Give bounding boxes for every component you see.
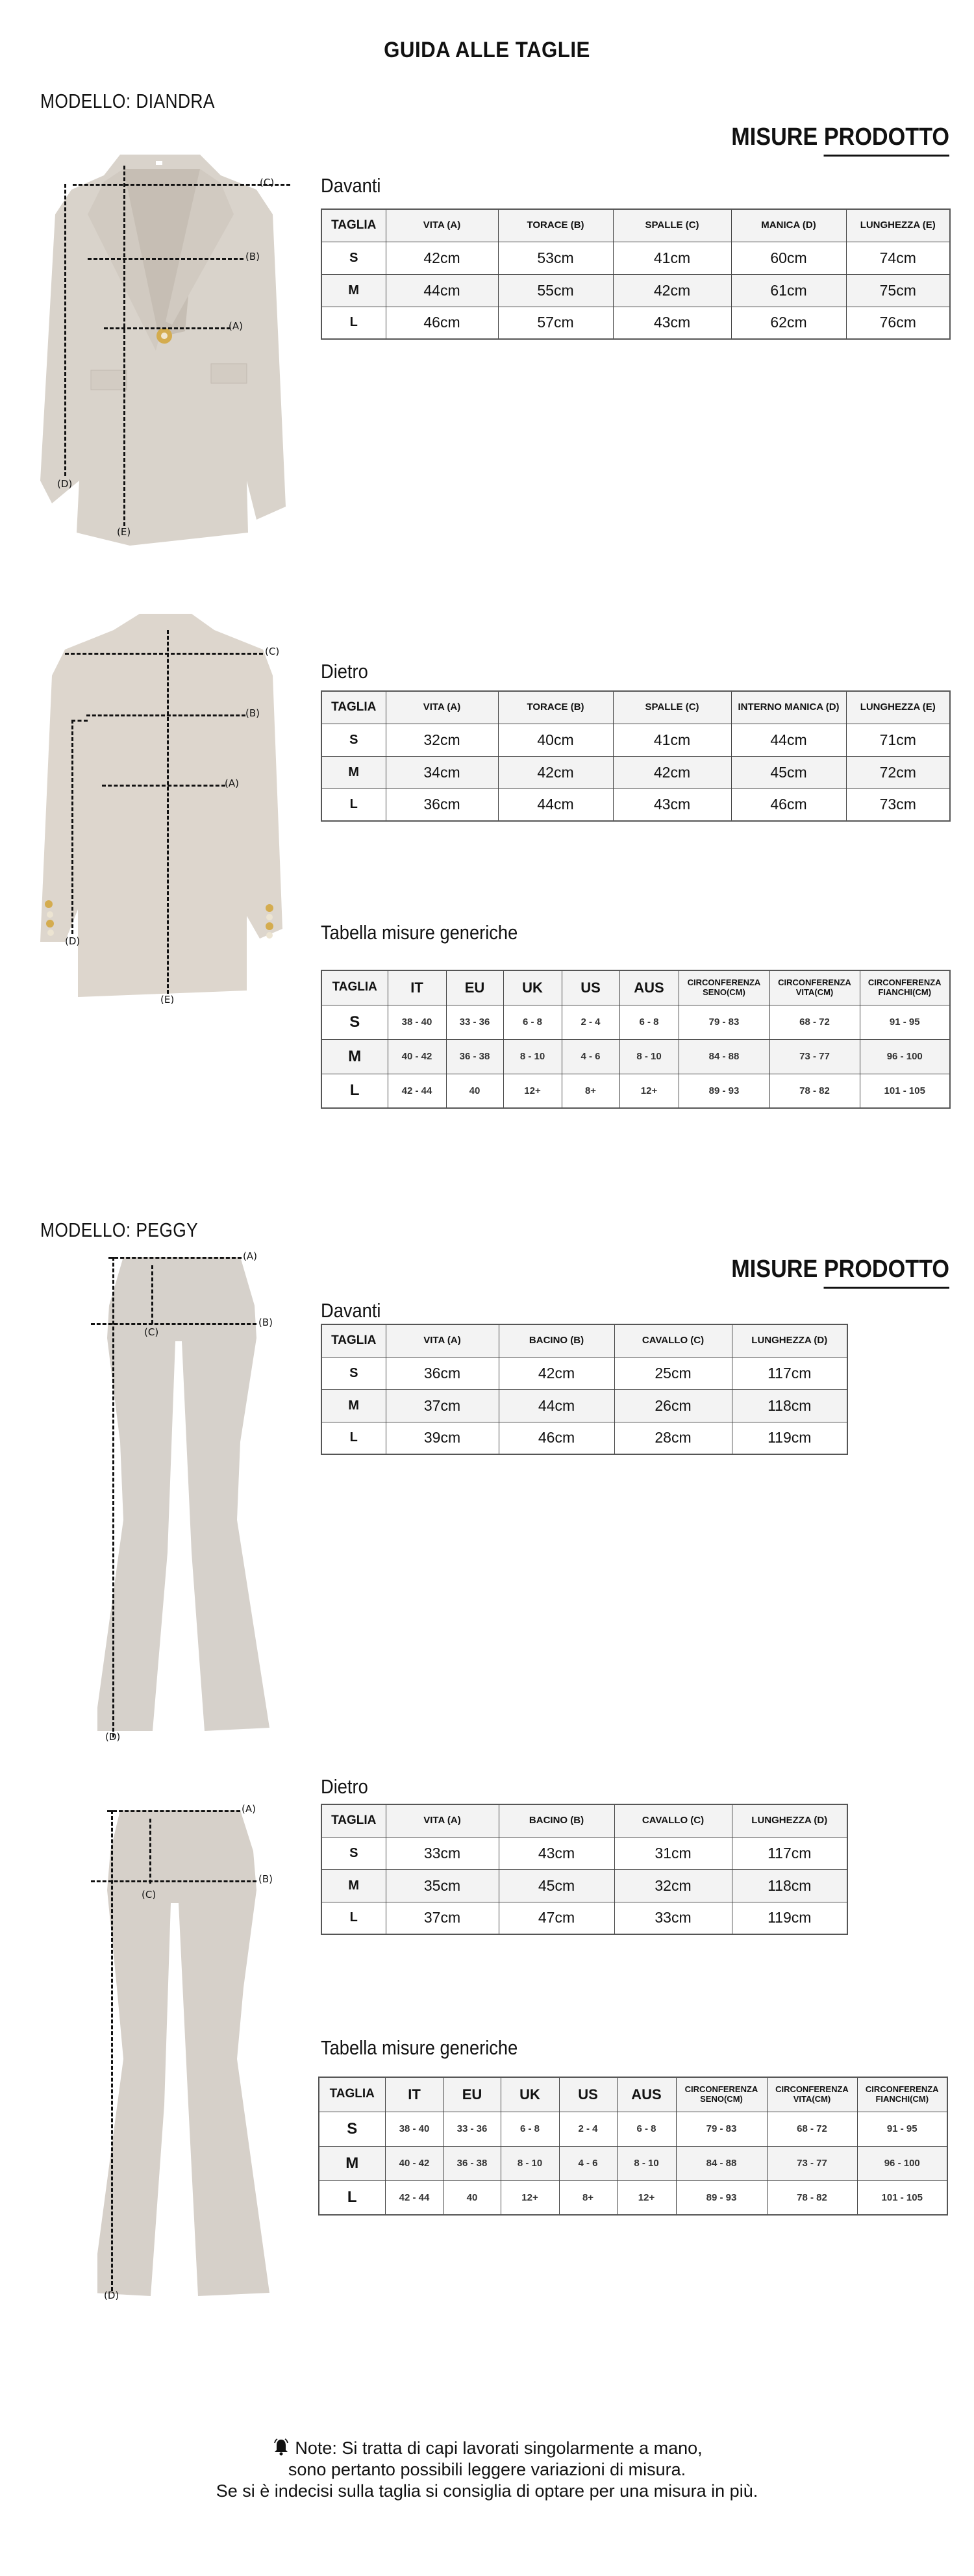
table-cell: 36 - 38 bbox=[443, 2146, 501, 2180]
heading-part2: PRODOTTO bbox=[824, 123, 949, 157]
header-cell: TAGLIA bbox=[321, 970, 388, 1005]
table-cell: 40 bbox=[446, 1074, 503, 1108]
header-cell: VITA (A) bbox=[386, 1324, 499, 1357]
table-row bbox=[321, 1837, 847, 1869]
table-cell: 44cm bbox=[499, 1389, 614, 1422]
table-cell: 76cm bbox=[846, 307, 950, 339]
back-measurements-table bbox=[321, 1804, 848, 1935]
table-cell: 32cm bbox=[386, 724, 498, 756]
header-cell: SPALLE (C) bbox=[613, 691, 731, 724]
table-cell: 91 - 95 bbox=[860, 1005, 950, 1039]
label-a: (A) bbox=[242, 1803, 256, 1815]
table-cell: 6 - 8 bbox=[617, 2112, 676, 2146]
table-cell: 8 - 10 bbox=[617, 2146, 676, 2180]
pants-back-image bbox=[97, 1799, 292, 2299]
table-cell: 38 - 40 bbox=[385, 2112, 443, 2146]
front-title: Davanti bbox=[321, 1299, 381, 1322]
table-cell: 84 - 88 bbox=[679, 1039, 769, 1074]
table-cell: 34cm bbox=[386, 756, 498, 789]
table-row bbox=[319, 2112, 947, 2146]
header-cell: UK bbox=[503, 970, 562, 1005]
table-cell: 53cm bbox=[498, 242, 613, 274]
table-cell: 33cm bbox=[386, 1837, 499, 1869]
table-cell: 45cm bbox=[731, 756, 846, 789]
table-cell: 8 - 10 bbox=[501, 2146, 559, 2180]
header-cell: LUNGHEZZA (E) bbox=[846, 209, 950, 242]
table-cell: 91 - 95 bbox=[857, 2112, 947, 2146]
table-cell: 2 - 4 bbox=[559, 2112, 617, 2146]
table-cell: 42 - 44 bbox=[388, 1074, 446, 1108]
table-row bbox=[321, 242, 950, 274]
table-cell: 40cm bbox=[498, 724, 613, 756]
back-title: Dietro bbox=[321, 660, 368, 683]
size-cell: M bbox=[319, 2146, 385, 2180]
table-cell: 118cm bbox=[732, 1869, 847, 1902]
size-cell: L bbox=[319, 2180, 385, 2215]
label-d: (D) bbox=[104, 2290, 119, 2301]
header-cell: CAVALLO (C) bbox=[614, 1324, 732, 1357]
table-cell: 75cm bbox=[846, 274, 950, 307]
table-cell: 73 - 77 bbox=[767, 2146, 857, 2180]
label-a: (A) bbox=[225, 777, 239, 789]
table-cell: 39cm bbox=[386, 1422, 499, 1454]
table-row bbox=[321, 756, 950, 789]
table-row bbox=[321, 1357, 847, 1389]
table-cell: 73 - 77 bbox=[769, 1039, 860, 1074]
table-cell: 42cm bbox=[499, 1357, 614, 1389]
table-cell: 42cm bbox=[498, 756, 613, 789]
table-row bbox=[321, 1422, 847, 1454]
label-c: (C) bbox=[142, 1889, 156, 1900]
table-cell: 79 - 83 bbox=[676, 2112, 767, 2146]
table-cell: 62cm bbox=[731, 307, 846, 339]
table-cell: 12+ bbox=[617, 2180, 676, 2215]
jacket-back-image bbox=[26, 604, 312, 1007]
header-cell: TAGLIA bbox=[319, 2077, 385, 2112]
table-cell: 38 - 40 bbox=[388, 1005, 446, 1039]
table-header-row bbox=[321, 1324, 847, 1357]
note-line-3: Se si è indecisi sulla taglia si consiglia di optare per una misura in più. bbox=[216, 2481, 758, 2501]
table-cell: 12+ bbox=[619, 1074, 679, 1108]
header-cell: CIRCONFERENZA FIANCHI(CM) bbox=[857, 2077, 947, 2112]
header-cell: LUNGHEZZA (D) bbox=[732, 1324, 847, 1357]
size-cell: M bbox=[321, 756, 386, 789]
header-cell: VITA (A) bbox=[386, 1804, 499, 1837]
table-cell: 12+ bbox=[503, 1074, 562, 1108]
table-row bbox=[321, 1389, 847, 1422]
table-cell: 78 - 82 bbox=[767, 2180, 857, 2215]
header-cell: US bbox=[559, 2077, 617, 2112]
label-b: (B) bbox=[245, 707, 260, 719]
label-e: (E) bbox=[160, 994, 175, 1005]
table-header-row bbox=[321, 691, 950, 724]
model-title: MODELLO: PEGGY bbox=[40, 1219, 199, 1241]
header-cell: EU bbox=[446, 970, 503, 1005]
table-cell: 71cm bbox=[846, 724, 950, 756]
table-cell: 47cm bbox=[499, 1902, 614, 1934]
table-row bbox=[321, 1869, 847, 1902]
table-row bbox=[321, 274, 950, 307]
table-cell: 8 - 10 bbox=[619, 1039, 679, 1074]
header-cell: EU bbox=[443, 2077, 501, 2112]
header-cell: AUS bbox=[617, 2077, 676, 2112]
size-cell: L bbox=[321, 789, 386, 821]
table-cell: 119cm bbox=[732, 1422, 847, 1454]
table-cell: 28cm bbox=[614, 1422, 732, 1454]
table-cell: 42 - 44 bbox=[385, 2180, 443, 2215]
table-header-row bbox=[319, 2077, 947, 2112]
model-title: MODELLO: DIANDRA bbox=[40, 90, 215, 112]
table-cell: 42cm bbox=[613, 274, 731, 307]
label-d: (D) bbox=[65, 935, 81, 947]
page-title: GUIDA ALLE TAGLIE bbox=[384, 38, 590, 62]
size-cell: S bbox=[321, 724, 386, 756]
size-cell: M bbox=[321, 1389, 386, 1422]
table-cell: 44cm bbox=[498, 789, 613, 821]
table-cell: 68 - 72 bbox=[769, 1005, 860, 1039]
table-row bbox=[319, 2180, 947, 2215]
jacket-front-image bbox=[26, 143, 312, 546]
table-cell: 61cm bbox=[731, 274, 846, 307]
table-cell: 46cm bbox=[731, 789, 846, 821]
table-row bbox=[321, 307, 950, 339]
table-cell: 26cm bbox=[614, 1389, 732, 1422]
label-c: (C) bbox=[144, 1326, 159, 1338]
bell-icon bbox=[271, 2437, 291, 2456]
table-cell: 33 - 36 bbox=[446, 1005, 503, 1039]
table-row bbox=[321, 789, 950, 821]
label-c: (C) bbox=[265, 646, 280, 657]
table-cell: 43cm bbox=[613, 789, 731, 821]
generic-title: Tabella misure generiche bbox=[321, 2036, 518, 2059]
table-cell: 44cm bbox=[731, 724, 846, 756]
table-cell: 101 - 105 bbox=[860, 1074, 950, 1108]
table-cell: 25cm bbox=[614, 1357, 732, 1389]
note-line-2: sono pertanto possibili leggere variazioni di misura. bbox=[288, 2460, 686, 2479]
back-title: Dietro bbox=[321, 1775, 368, 1798]
table-row bbox=[321, 1902, 847, 1934]
label-e: (E) bbox=[117, 526, 131, 538]
table-cell: 33cm bbox=[614, 1902, 732, 1934]
label-d: (D) bbox=[105, 1731, 121, 1743]
generic-size-table bbox=[321, 970, 951, 1109]
header-cell: INTERNO MANICA (D) bbox=[731, 691, 846, 724]
back-measurements-table bbox=[321, 690, 951, 822]
table-cell: 35cm bbox=[386, 1869, 499, 1902]
note-text-1: Note: Si tratta di capi lavorati singolarmente a mano, bbox=[295, 2438, 703, 2458]
header-cell: LUNGHEZZA (D) bbox=[732, 1804, 847, 1837]
section-heading bbox=[731, 1256, 949, 1283]
table-cell: 89 - 93 bbox=[679, 1074, 769, 1108]
table-cell: 46cm bbox=[499, 1422, 614, 1454]
table-cell: 42cm bbox=[613, 756, 731, 789]
table-cell: 68 - 72 bbox=[767, 2112, 857, 2146]
table-cell: 8+ bbox=[562, 1074, 619, 1108]
header-cell: BACINO (B) bbox=[499, 1804, 614, 1837]
table-row bbox=[321, 1039, 950, 1074]
table-cell: 36cm bbox=[386, 789, 498, 821]
front-measurements-table bbox=[321, 1324, 848, 1455]
table-cell: 101 - 105 bbox=[857, 2180, 947, 2215]
size-cell: L bbox=[321, 1422, 386, 1454]
table-cell: 84 - 88 bbox=[676, 2146, 767, 2180]
table-row bbox=[321, 724, 950, 756]
table-cell: 55cm bbox=[498, 274, 613, 307]
table-cell: 117cm bbox=[732, 1357, 847, 1389]
table-cell: 37cm bbox=[386, 1389, 499, 1422]
header-cell: TAGLIA bbox=[321, 209, 386, 242]
table-cell: 79 - 83 bbox=[679, 1005, 769, 1039]
header-cell: TORACE (B) bbox=[498, 209, 613, 242]
size-cell: L bbox=[321, 1074, 388, 1108]
header-cell: UK bbox=[501, 2077, 559, 2112]
size-cell: L bbox=[321, 307, 386, 339]
table-cell: 96 - 100 bbox=[857, 2146, 947, 2180]
table-cell: 78 - 82 bbox=[769, 1074, 860, 1108]
table-cell: 43cm bbox=[613, 307, 731, 339]
header-cell: CIRCONFERENZA FIANCHI(CM) bbox=[860, 970, 950, 1005]
table-cell: 60cm bbox=[731, 242, 846, 274]
label-a: (A) bbox=[243, 1250, 257, 1262]
header-cell: CIRCONFERENZA VITA(CM) bbox=[769, 970, 860, 1005]
header-cell: CAVALLO (C) bbox=[614, 1804, 732, 1837]
table-cell: 4 - 6 bbox=[562, 1039, 619, 1074]
size-cell: S bbox=[321, 242, 386, 274]
table-cell: 40 - 42 bbox=[388, 1039, 446, 1074]
size-cell: M bbox=[321, 1039, 388, 1074]
header-cell: MANICA (D) bbox=[731, 209, 846, 242]
header-cell: CIRCONFERENZA VITA(CM) bbox=[767, 2077, 857, 2112]
size-cell: S bbox=[319, 2112, 385, 2146]
heading-part2: PRODOTTO bbox=[824, 1256, 949, 1289]
size-cell: M bbox=[321, 274, 386, 307]
header-cell: IT bbox=[388, 970, 446, 1005]
label-c: (C) bbox=[260, 177, 275, 188]
table-cell: 2 - 4 bbox=[562, 1005, 619, 1039]
header-cell: TAGLIA bbox=[321, 1324, 386, 1357]
table-row bbox=[321, 1074, 950, 1108]
table-cell: 4 - 6 bbox=[559, 2146, 617, 2180]
table-cell: 45cm bbox=[499, 1869, 614, 1902]
table-cell: 6 - 8 bbox=[619, 1005, 679, 1039]
header-cell: IT bbox=[385, 2077, 443, 2112]
table-cell: 6 - 8 bbox=[503, 1005, 562, 1039]
size-cell: L bbox=[321, 1902, 386, 1934]
table-cell: 44cm bbox=[386, 274, 498, 307]
table-cell: 36cm bbox=[386, 1357, 499, 1389]
table-cell: 36 - 38 bbox=[446, 1039, 503, 1074]
table-header-row bbox=[321, 1804, 847, 1837]
footer-note bbox=[0, 2437, 974, 2502]
size-cell: S bbox=[321, 1357, 386, 1389]
table-cell: 118cm bbox=[732, 1389, 847, 1422]
front-measurements-table bbox=[321, 208, 951, 340]
label-d: (D) bbox=[57, 478, 73, 490]
header-cell: SPALLE (C) bbox=[613, 209, 731, 242]
header-cell: VITA (A) bbox=[386, 209, 498, 242]
table-cell: 72cm bbox=[846, 756, 950, 789]
label-b: (B) bbox=[258, 1873, 273, 1885]
label-b: (B) bbox=[258, 1317, 273, 1328]
table-cell: 41cm bbox=[613, 242, 731, 274]
header-cell: LUNGHEZZA (E) bbox=[846, 691, 950, 724]
pants-front-image bbox=[97, 1247, 292, 1741]
table-header-row bbox=[321, 209, 950, 242]
table-cell: 12+ bbox=[501, 2180, 559, 2215]
table-cell: 43cm bbox=[499, 1837, 614, 1869]
header-cell: CIRCONFERENZA SENO(CM) bbox=[676, 2077, 767, 2112]
table-cell: 8+ bbox=[559, 2180, 617, 2215]
table-cell: 117cm bbox=[732, 1837, 847, 1869]
table-cell: 32cm bbox=[614, 1869, 732, 1902]
heading-part1: MISURE bbox=[731, 123, 818, 151]
generic-size-table bbox=[318, 2077, 948, 2216]
table-cell: 46cm bbox=[386, 307, 498, 339]
table-cell: 37cm bbox=[386, 1902, 499, 1934]
section-heading bbox=[731, 123, 949, 151]
header-cell: US bbox=[562, 970, 619, 1005]
size-cell: M bbox=[321, 1869, 386, 1902]
generic-title: Tabella misure generiche bbox=[321, 921, 518, 944]
table-cell: 57cm bbox=[498, 307, 613, 339]
label-b: (B) bbox=[245, 251, 260, 262]
front-title: Davanti bbox=[321, 174, 381, 197]
header-cell: BACINO (B) bbox=[499, 1324, 614, 1357]
table-cell: 89 - 93 bbox=[676, 2180, 767, 2215]
table-cell: 41cm bbox=[613, 724, 731, 756]
heading-part1: MISURE bbox=[731, 1256, 818, 1283]
header-cell: CIRCONFERENZA SENO(CM) bbox=[679, 970, 769, 1005]
header-cell: AUS bbox=[619, 970, 679, 1005]
table-cell: 8 - 10 bbox=[503, 1039, 562, 1074]
header-cell: TAGLIA bbox=[321, 1804, 386, 1837]
label-a: (A) bbox=[229, 320, 243, 332]
table-cell: 40 bbox=[443, 2180, 501, 2215]
table-cell: 40 - 42 bbox=[385, 2146, 443, 2180]
table-cell: 74cm bbox=[846, 242, 950, 274]
table-cell: 73cm bbox=[846, 789, 950, 821]
table-cell: 42cm bbox=[386, 242, 498, 274]
header-cell: VITA (A) bbox=[386, 691, 498, 724]
header-cell: TAGLIA bbox=[321, 691, 386, 724]
note-line-1 bbox=[0, 2437, 974, 2459]
header-cell: TORACE (B) bbox=[498, 691, 613, 724]
table-cell: 119cm bbox=[732, 1902, 847, 1934]
size-cell: S bbox=[321, 1005, 388, 1039]
table-cell: 33 - 36 bbox=[443, 2112, 501, 2146]
size-cell: S bbox=[321, 1837, 386, 1869]
table-cell: 6 - 8 bbox=[501, 2112, 559, 2146]
table-header-row bbox=[321, 970, 950, 1005]
table-cell: 96 - 100 bbox=[860, 1039, 950, 1074]
table-row bbox=[319, 2146, 947, 2180]
table-cell: 31cm bbox=[614, 1837, 732, 1869]
table-row bbox=[321, 1005, 950, 1039]
